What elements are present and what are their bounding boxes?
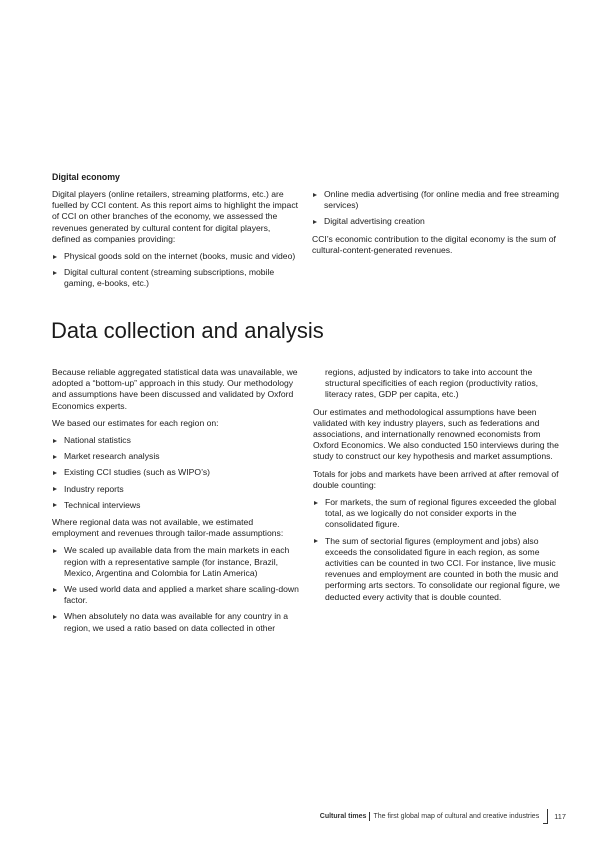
list-item: We used world data and applied a market share scaling-down factor. xyxy=(52,584,302,606)
page-footer xyxy=(320,809,566,824)
section-title: Data collection and analysis xyxy=(51,318,324,343)
list-item: For markets, the sum of regional figures exceeded the global total, as we logically do not consider exports in the consolidated figure. xyxy=(313,497,563,531)
data-collection-right-column xyxy=(313,367,563,609)
assumptions-list xyxy=(52,545,302,633)
digital-economy-conclusion: CCI’s economic contribution to the digital economy is the sum of cultural-content-generated revenues. xyxy=(312,233,556,255)
digital-economy-right-column xyxy=(312,189,562,262)
footer-bracket xyxy=(543,809,548,824)
sources-list xyxy=(52,435,302,511)
list-item: When absolutely no data was available for any country in a region, we used a ratio based on data collected in other xyxy=(52,611,302,633)
list-item: Digital advertising creation xyxy=(312,216,562,227)
list-item: Market research analysis xyxy=(52,451,302,462)
footer-divider xyxy=(369,812,370,821)
list-item: The sum of sectorial figures (employment and jobs) also exceeds the consolidated figure in each region, as some activities can be counted in two CCI. For instance, live music revenues and employment are counted in both the music and performing arts sectors. To consolidate our regional figure, we deducted every activity that is double counted. xyxy=(313,536,563,603)
list-item: National statistics xyxy=(52,435,302,446)
list-item: Physical goods sold on the internet (books, music and video) xyxy=(52,251,300,262)
validation-paragraph: Our estimates and methodological assumptions have been validated with key industry players, such as federations and associations, and internationally renowned economists from Oxford Economics. We also conducted 150 interviews during the study to construct our key hypothesis and market assumptions. xyxy=(313,406,559,462)
footer-brand: Cultural times xyxy=(319,813,367,820)
list-item: Existing CCI studies (such as WIPO’s) xyxy=(52,467,302,478)
double-counting-list xyxy=(313,497,563,603)
footer-subtitle: The first global map of cultural and creative industries xyxy=(373,813,540,820)
digital-economy-left-column xyxy=(52,172,300,296)
data-collection-left-column xyxy=(52,367,302,640)
digital-economy-list-left xyxy=(52,251,300,290)
list-item: We scaled up available data from the main markets in each region with a representative sample (for instance, Brazil, Mexico, Argentina and Colombia for Latin America) xyxy=(52,545,302,579)
list-item: Industry reports xyxy=(52,484,302,495)
list-item: Online media advertising (for online media and free streaming services) xyxy=(312,189,562,211)
digital-economy-heading: Digital economy xyxy=(52,172,120,182)
continued-bullet-text: regions, adjusted by indicators to take into account the structural specificities of each region (productivity ratios, literacy rates, GDP per capita, etc.) xyxy=(325,367,539,400)
list-item: Digital cultural content (streaming subscriptions, mobile gaming, e-books, etc.) xyxy=(52,267,300,289)
double-counting-paragraph: Totals for jobs and markets have been arrived at after removal of double counting: xyxy=(313,468,559,490)
list-item: Technical interviews xyxy=(52,500,302,511)
digital-economy-list-right xyxy=(312,189,562,228)
approach-paragraph: Because reliable aggregated statistical data was unavailable, we adopted a “bottom-up” approach in this study. Our methodology and assumptions have been discussed and validated by Oxford Economics experts. xyxy=(52,367,298,411)
digital-economy-intro: Digital players (online retailers, streaming platforms, etc.) are fuelled by CCI content. As this report aims to highlight the impact of CCI on other branches of the economy, we assessed the revenues generated by cultural content for digital players, defined as companies providing: xyxy=(52,189,298,244)
assumptions-paragraph: Where regional data was not available, we estimated employment and revenues through tailor-made assumptions: xyxy=(52,517,284,539)
estimates-basis-paragraph: We based our estimates for each region on: xyxy=(52,417,219,428)
page-number: 117 xyxy=(554,812,566,821)
